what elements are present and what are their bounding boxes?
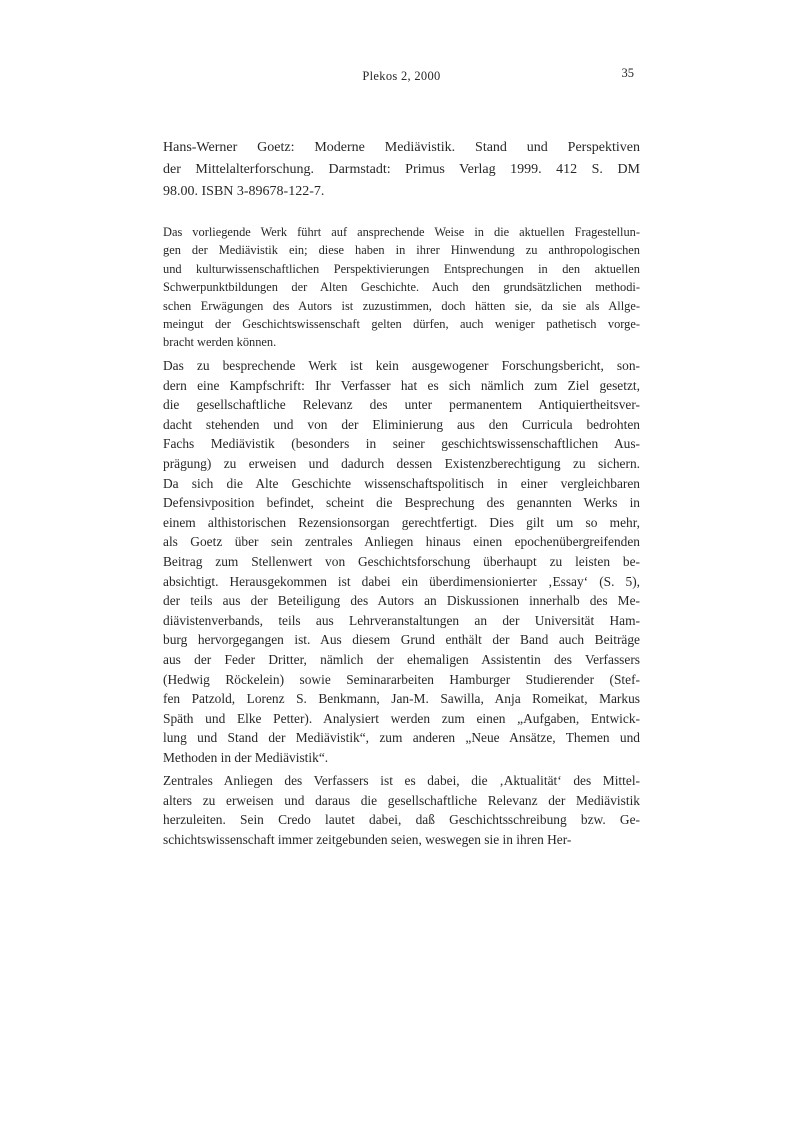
text-line: meingut der Geschichtswissenschaft gelten dürfen, auch weniger pathetisch vorge- <box>163 317 640 332</box>
text-line: schen Erwägungen des Autors ist zuzustimmen, doch hätten sie, da sie als Allge- <box>163 298 640 313</box>
text-line: absichtigt. Herausgekommen ist dabei ein überdimensionierter ‚Essay‘ (S. 5), <box>163 573 640 589</box>
text-line: Schwerpunktbildungen der Alten Geschichte. Auch den grundsätzlichen methodi- <box>163 280 640 295</box>
text-line: Methoden in der Mediävistik“. <box>163 749 329 765</box>
review-paragraph-summary <box>163 223 640 352</box>
text-line: alters zu erweisen und daraus die gesellschaftliche Relevanz der Mediävistik <box>163 792 640 808</box>
running-head: Plekos 2, 2000 <box>362 69 441 83</box>
text-line: burg hervorgegangen ist. Aus diesem Grund enthält der Band auch Beiträge <box>163 632 640 648</box>
text-line: Beitrag zum Stellenwert von Geschichtsforschung überhaupt zu leisten be- <box>163 553 640 569</box>
text-line: prägung) zu erweisen und dadurch dessen Existenzberechtigung zu sichern. <box>163 455 640 471</box>
text-line: herzuleiten. Sein Credo lautet dabei, daß Geschichtsschreibung bzw. Ge- <box>163 812 640 828</box>
text-line: Das vorliegende Werk führt auf ansprechende Weise in die aktuellen Fragestellun- <box>163 225 640 239</box>
text-line: Späth und Elke Petter). Analysiert werden zum einen „Aufgaben, Entwick- <box>163 710 640 726</box>
text-line: Da sich die Alte Geschichte wissenschaftspolitisch in einer vergleichbaren <box>163 475 640 491</box>
text-line: Das zu besprechende Werk ist kein ausgewogener Forschungsbericht, son- <box>163 358 640 373</box>
text-line: Zentrales Anliegen des Verfassers ist es dabei, die ‚Aktualität‘ des Mittel- <box>163 773 640 788</box>
review-paragraph-thesis <box>163 771 640 849</box>
text-line: der teils aus der Beteiligung des Autors an Diskussionen innerhalb des Me- <box>163 593 640 609</box>
text-line: aus der Feder Dritter, nämlich der ehemaligen Assistentin des Verfassers <box>163 651 640 667</box>
book-reference-heading <box>163 137 640 203</box>
text-line: Defensivposition befindet, scheint die Besprechung des genannten Werks in <box>163 495 640 511</box>
text-line: bracht werden können. <box>163 335 277 350</box>
text-line: Hans-Werner Goetz: Moderne Mediävistik. Stand und Perspektiven <box>163 140 640 155</box>
text-line: dern eine Kampfschrift: Ihr Verfasser hat es sich nämlich zum Ziel gesetzt, <box>163 377 640 393</box>
text-line: der Mittelalterforschung. Darmstadt: Primus Verlag 1999. 412 S. DM <box>163 162 640 177</box>
text-line: einem althistorischen Rezensionsorgan gerechtfertigt. Dies gilt um so mehr, <box>163 514 640 530</box>
text-line: und kulturwissenschaftlichen Perspektivierungen Entsprechungen in den aktuellen <box>163 261 640 276</box>
text-line: fen Patzold, Lorenz S. Benkmann, Jan-M. Sawilla, Anja Romeikat, Markus <box>163 691 640 707</box>
text-line: gen der Mediävistik ein; diese haben in ihrer Hinwendung zu anthropologischen <box>163 243 640 258</box>
text-line: Fachs Mediävistik (besonders in seiner geschichtswissenschaftlichen Aus- <box>163 436 640 452</box>
text-line: diävistenverbands, teils aus Lehrveranstaltungen an der Universität Ham- <box>163 612 640 628</box>
review-paragraph-main <box>163 356 640 767</box>
text-line: dacht stehenden und von der Eliminierung aus den Curricula bedrohten <box>163 416 640 432</box>
text-line: als Goetz über sein zentrales Anliegen hinaus einen epochenübergreifenden <box>163 534 640 550</box>
page-number: 35 <box>621 66 634 80</box>
text-line: lung und Stand der Mediävistik“, zum anderen „Neue Ansätze, Themen und <box>163 730 640 746</box>
text-line: die gesellschaftliche Relevanz des unter permanentem Antiquiertheitsver- <box>163 397 640 413</box>
text-line: (Hedwig Röckelein) sowie Seminararbeiten Hamburger Studierender (Stef- <box>163 671 640 687</box>
text-line: schichtswissenschaft immer zeitgebunden seien, weswegen sie in ihren Her- <box>163 831 572 847</box>
text-line: 98.00. ISBN 3-89678-122-7. <box>163 184 325 199</box>
